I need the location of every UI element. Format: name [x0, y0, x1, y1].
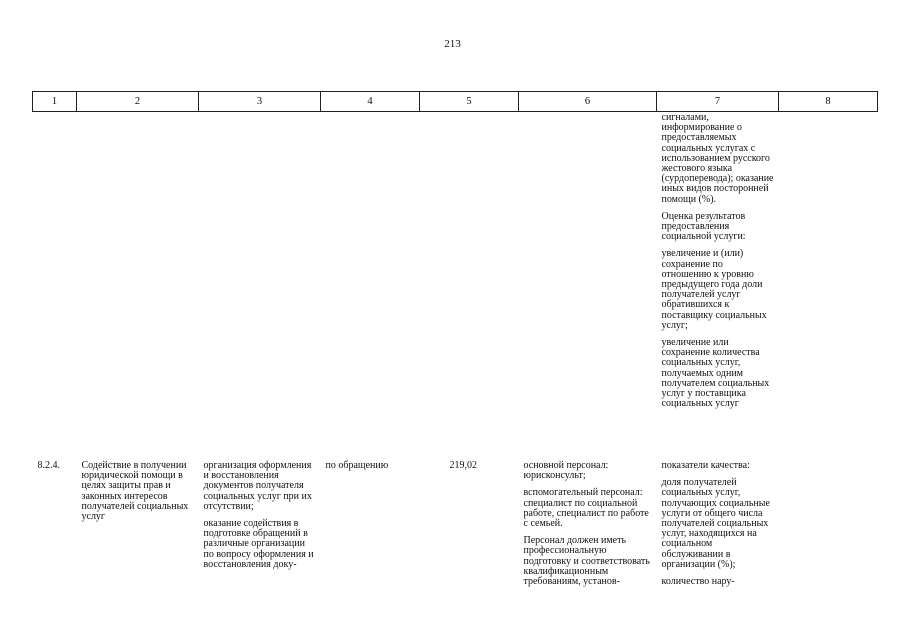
column-number: 3 — [199, 92, 321, 112]
column-number: 5 — [420, 92, 519, 112]
paragraph: увеличение или сохранение количества социальных услуг, получаемых одним получателем социальных услуг у поставщика социальных услуг — [661, 337, 770, 410]
continuation-row — [33, 112, 878, 459]
column-number: 1 — [33, 92, 77, 112]
column-numbers-row — [33, 92, 878, 112]
paragraph: увеличение и (или) сохранение по отношению к уровню предыдущего года доли получателей услуг обратившихся к поставщику социальных услуг; — [661, 248, 767, 331]
paragraph: основной персонал: юрисконсульт; — [523, 460, 609, 482]
column-number: 4 — [321, 92, 420, 112]
column-number: 8 — [779, 92, 878, 112]
page-number: 213 — [444, 38, 461, 50]
column-number: 7 — [657, 92, 779, 112]
service-quality-indicators — [657, 458, 779, 594]
service-notes — [779, 458, 878, 594]
service-frequency: по обращению — [325, 460, 389, 471]
column-number: 6 — [519, 92, 657, 112]
service-cost: 219,02 — [449, 460, 477, 471]
service-content — [199, 458, 321, 594]
paragraph: сигналами, информирование о предоставляемых социальных услугах с использованием русского жестового языка (сурдоперевода); оказание иных видов посторонней помощи (%). — [661, 112, 774, 205]
paragraph: Персонал должен иметь профессиональную подготовку и соответствовать квалификационным требованиям, установ- — [523, 535, 650, 588]
paragraph: Оценка результатов предоставления социальной услуги: — [661, 210, 746, 243]
paragraph: оказание содействия в подготовке обращений в различные организации по вопросу оформления и восстановления доку- — [203, 518, 314, 570]
paragraph: количество нару- — [661, 576, 735, 588]
row-number: 8.2.4. — [37, 460, 60, 471]
services-table — [32, 91, 878, 594]
paragraph: организация оформления и восстановления документов получателя социальных услуг при их отсутствии; — [203, 460, 312, 512]
continuation-cell-col7 — [657, 112, 779, 459]
service-staff — [519, 458, 657, 594]
column-number: 2 — [77, 92, 199, 112]
service-name: Содействие в получении юридической помощи в целях защиты прав и законных интересов получателей социальных услуг — [81, 460, 189, 523]
table-row — [33, 458, 878, 594]
paragraph: показатели качества: — [661, 460, 750, 471]
paragraph: доля получателей социальных услуг, получающих социальные услуги от общего числа получателей социальных услуг, находящихся на социальном обслуживании в организации (%); — [661, 477, 770, 570]
paragraph: вспомогательный персонал: специалист по социальной работе, специалист по работе с семьей. — [523, 487, 649, 530]
